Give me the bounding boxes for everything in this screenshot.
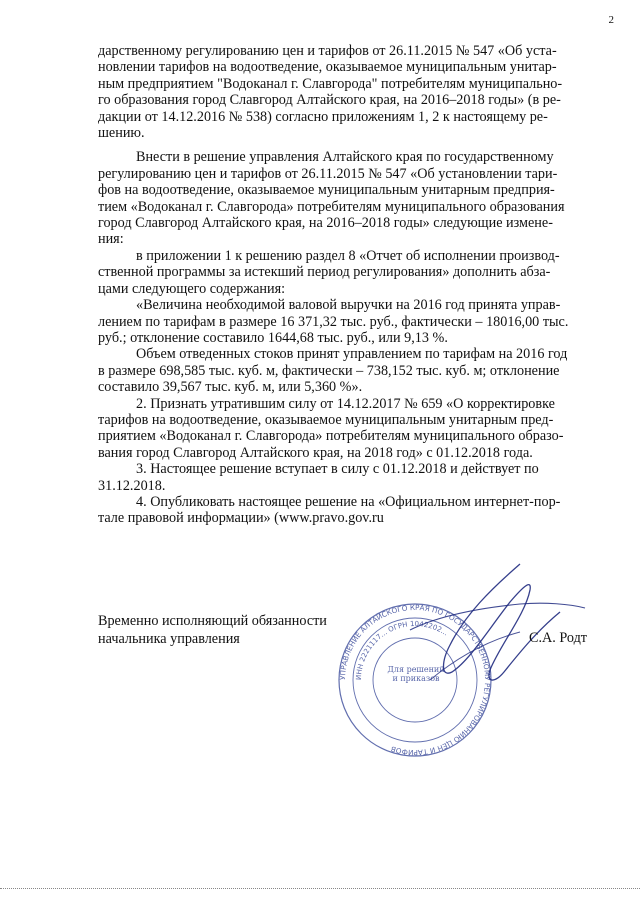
signature-block — [98, 612, 327, 648]
page-bottom-edge — [0, 888, 640, 889]
stamp-outer-text: УПРАВЛЕНИЕ АЛТАЙСКОГО КРАЯ ПО ГОСУДАРСТВЕННОМУ РЕГУЛИРОВАНИЮ ЦЕН И ТАРИФОВ — [337, 603, 493, 758]
signer-title-line1: Временно исполняющий обязанности — [98, 613, 327, 629]
paragraph-4: «Величина необходимой валовой выручки на 2016 год принята управ- лением по тарифам в размере 16 371,32 тыс. руб., фактически – 18016,00 тыс. руб.; отклонение составило 1644,68 тыс. руб., или 9,13 %. — [98, 297, 569, 346]
signer-name: С.А. Родт — [529, 630, 587, 646]
paragraph-5: Объем отведенных стоков принят управлением по тарифам на 2016 год в размере 698,585 тыс. куб. м, фактически – 738,152 тыс. куб. м; отклонение составило 39,567 тыс. куб. м, или 5,360 %». — [98, 346, 568, 396]
paragraph-8: 4. Опубликовать настоящее решение на «Официальном интернет-пор- тале правовой информации» (www.pravo.gov.ru — [98, 493, 561, 527]
page-number: 2 — [608, 14, 614, 26]
stamp-center-text: Для решений и приказов — [387, 665, 445, 683]
paragraph-2: Внести в решение управления Алтайского края по государственному регулированию цен и тарифов от 26.11.2015 № 547 «Об установлении тари- фов на водоотведение, оказываемое муниципальным унитарным предприя- тием «Водоканал г. Славгорода» потребителям муниципального образования город Славгород Алтайского края, на 2016–2018 годы» следующие измене- ния: — [98, 149, 565, 248]
stamp-inner-text: ИНН 2221117... ОГРН 1042202... — [354, 619, 450, 681]
signer-title-line2: начальника управления — [98, 631, 240, 647]
paragraph-7: 3. Настоящее решение вступает в силу с 01.12.2018 и действует по 31.12.2018. — [98, 461, 539, 494]
paragraph-3: в приложении 1 к решению раздел 8 «Отчет об исполнении производ- ственной программы за истекший период регулирования» дополнить абза- цами следующего содержания: — [98, 247, 560, 297]
document-body — [98, 43, 592, 527]
paragraph-1: дарственному регулированию цен и тарифов от 26.11.2015 № 547 «Об уста- новлении тарифов на водоотведение, оказываемое муниципальным унитар- ным предприятием "Водоканал г. Славгорода" потребителям муниципально- го образования город Славгород Алтайского края, на 2016–2018 годы» (в ре- дакции от 14.12.2016 № 538) согласно приложениям 1, 2 к настоящему ре- шению. — [98, 43, 563, 142]
paragraph-6: 2. Признать утратившим силу от 14.12.2017 № 659 «О корректировке тарифов на водоотведение, оказываемое муниципальным унитарным пред- приятием «Водоканал г. Славгорода» потребителям муниципального образо- вания город Славгород Алтайского края, на 2018 год» с 01.12.2018 года. — [98, 395, 564, 461]
